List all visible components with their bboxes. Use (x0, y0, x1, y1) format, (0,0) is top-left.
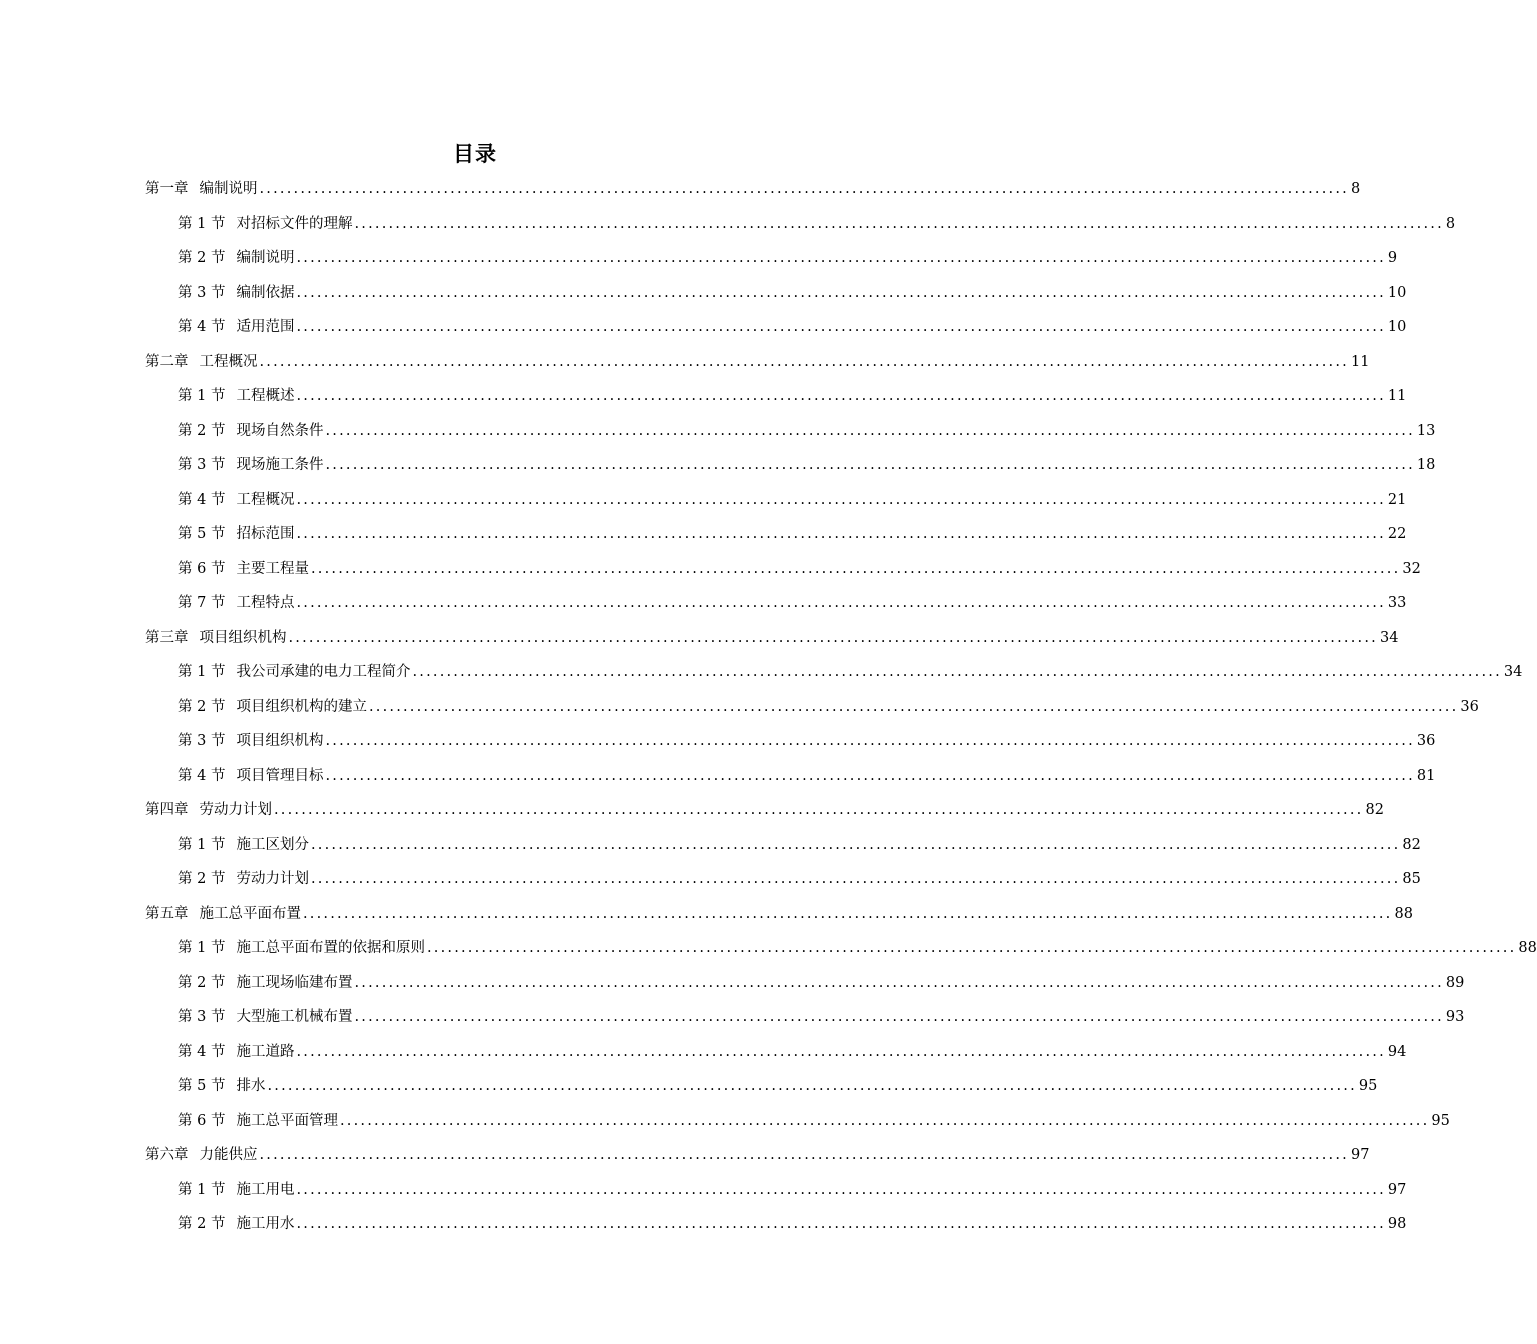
toc-entry-title: 施工现场临建布置 (236, 974, 353, 991)
toc-dot-leader: ................................................................................................................................................................ (354, 1009, 1444, 1025)
toc-entry-title: 我公司承建的电力工程简介 (236, 664, 411, 680)
toc-entry-page-number: 85 (1402, 871, 1421, 887)
toc-entry-page-number: 22 (1387, 526, 1407, 542)
toc-entry-number: 第 2 节 (178, 698, 226, 715)
toc-chapter-entry[interactable] (145, 175, 1361, 210)
toc-entry-title: 工程概况 (236, 491, 295, 508)
toc-entry-page-number: 97 (1387, 1181, 1407, 1198)
toc-entry-title: 力能供应 (199, 1147, 258, 1163)
toc-entry-title: 劳动力计划 (199, 802, 272, 818)
toc-entry-title: 项目组织机构 (199, 629, 287, 646)
toc-entry-title: 劳动力计划 (236, 871, 309, 887)
toc-entry-page-number: 34 (1379, 629, 1399, 646)
toc-section-entry[interactable] (145, 313, 1407, 348)
toc-entry-number: 第四章 (145, 802, 189, 818)
toc-entry-page-number: 9 (1387, 250, 1398, 266)
toc-chapter-entry[interactable] (145, 900, 1413, 935)
toc-dot-leader: ................................................................................................................................................................ (310, 836, 1401, 853)
toc-dot-leader: ................................................................................................................................................................ (325, 457, 1415, 473)
toc-title: 目录 (453, 142, 497, 166)
toc-dot-leader: ................................................................................................................................................................ (426, 940, 1517, 956)
toc-entry-page-number: 11 (1387, 388, 1407, 404)
toc-entry-number: 第六章 (145, 1147, 189, 1163)
toc-entry-number: 第 1 节 (178, 664, 226, 680)
toc-entry-title: 现场自然条件 (236, 422, 324, 439)
toc-dot-leader: ................................................................................................................................................................ (296, 388, 1386, 404)
toc-dot-leader: ................................................................................................................................................................ (296, 319, 1386, 335)
toc-section-entry[interactable] (145, 589, 1407, 624)
toc-dot-leader: ................................................................................................................................................................ (310, 560, 1401, 577)
toc-entry-title: 编制依据 (236, 284, 295, 301)
toc-entry-number: 第 4 节 (178, 1043, 226, 1060)
toc-dot-leader: ................................................................................................................................................................ (339, 1112, 1430, 1129)
toc-entry-number: 第 1 节 (178, 836, 226, 853)
toc-entry-number: 第 4 节 (178, 767, 226, 784)
toc-entry-title: 工程概述 (236, 388, 295, 404)
toc-section-entry[interactable] (145, 934, 1537, 969)
toc-dot-leader: ................................................................................................................................................................ (296, 1043, 1386, 1060)
toc-section-entry[interactable] (145, 865, 1421, 900)
toc-section-entry[interactable] (145, 658, 1523, 693)
toc-entry-page-number: 95 (1358, 1078, 1378, 1094)
toc-entry-number: 第 3 节 (178, 1009, 226, 1025)
toc-entry-number: 第 2 节 (178, 250, 226, 266)
toc-entry-page-number: 89 (1445, 974, 1465, 991)
toc-entry-number: 第 1 节 (178, 940, 226, 956)
toc-entry-page-number: 10 (1387, 284, 1407, 301)
toc-dot-leader: ................................................................................................................................................................ (259, 1147, 1349, 1163)
toc-entry-number: 第三章 (145, 629, 189, 646)
toc-entry-number: 第 1 节 (178, 388, 226, 404)
toc-dot-leader: ................................................................................................................................................................ (259, 181, 1349, 197)
toc-entry-page-number: 13 (1416, 422, 1436, 439)
toc-dot-leader: ................................................................................................................................................................ (274, 802, 1364, 818)
toc-section-entry[interactable] (145, 555, 1421, 590)
toc-entry-page-number: 11 (1350, 353, 1370, 370)
toc-entry-page-number: 95 (1431, 1112, 1450, 1129)
toc-dot-leader: ................................................................................................................................................................ (259, 353, 1349, 370)
toc-entry-number: 第 2 节 (178, 871, 226, 887)
toc-entry-number: 第 3 节 (178, 457, 226, 473)
toc-dot-leader: ................................................................................................................................................................ (325, 733, 1415, 749)
toc-entry-title: 工程概况 (199, 353, 258, 370)
toc-entry-number: 第 5 节 (178, 1078, 226, 1094)
toc-entry-number: 第 5 节 (178, 526, 226, 542)
toc-entry-title: 主要工程量 (236, 560, 309, 577)
toc-entry-page-number: 97 (1350, 1147, 1370, 1163)
toc-dot-leader: ................................................................................................................................................................ (296, 1216, 1386, 1232)
toc-entry-page-number: 93 (1445, 1009, 1465, 1025)
toc-dot-leader: ................................................................................................................................................................ (303, 905, 1393, 922)
toc-entry-title: 现场施工条件 (236, 457, 324, 473)
toc-dot-leader: ................................................................................................................................................................ (354, 974, 1444, 991)
toc-section-entry[interactable] (145, 969, 1465, 1004)
toc-section-entry[interactable] (145, 486, 1407, 521)
toc-section-entry[interactable] (145, 451, 1436, 486)
toc-entry-page-number: 18 (1416, 457, 1436, 473)
toc-chapter-entry[interactable] (145, 348, 1370, 383)
toc-chapter-entry[interactable] (145, 796, 1384, 831)
toc-section-entry[interactable] (145, 244, 1398, 279)
toc-section-entry[interactable] (145, 831, 1421, 866)
toc-entry-number: 第 7 节 (178, 595, 226, 611)
toc-entry-page-number: 8 (1445, 215, 1456, 232)
toc-entry-number: 第二章 (145, 353, 189, 370)
toc-entry-page-number: 36 (1416, 733, 1436, 749)
toc-entry-title: 施工总平面管理 (236, 1112, 338, 1129)
toc-chapter-entry[interactable] (145, 624, 1399, 659)
toc-entry-page-number: 94 (1387, 1043, 1407, 1060)
toc-entry-title: 招标范围 (236, 526, 295, 542)
toc-section-entry[interactable] (145, 1107, 1450, 1142)
toc-dot-leader: ................................................................................................................................................................ (296, 526, 1386, 542)
toc-entry-title: 项目组织机构的建立 (236, 698, 367, 715)
toc-entry-number: 第 4 节 (178, 491, 226, 508)
toc-entry-title: 对招标文件的理解 (236, 215, 353, 232)
toc-entry-number: 第 6 节 (178, 1112, 226, 1129)
toc-entry-title: 施工道路 (236, 1043, 295, 1060)
toc-section-entry[interactable] (145, 1003, 1465, 1038)
toc-chapter-entry[interactable] (145, 1141, 1370, 1176)
toc-entry-page-number: 36 (1460, 698, 1479, 715)
toc-dot-leader: ................................................................................................................................................................ (325, 422, 1415, 439)
toc-section-entry[interactable] (145, 1176, 1407, 1211)
toc-entry-number: 第 1 节 (178, 215, 226, 232)
toc-section-entry[interactable] (145, 693, 1479, 728)
toc-dot-leader: ................................................................................................................................................................ (296, 491, 1386, 508)
toc-entry-title: 编制说明 (236, 250, 295, 266)
toc-entry-title: 施工用电 (236, 1181, 295, 1198)
toc-entry-number: 第 6 节 (178, 560, 226, 577)
toc-entry-page-number: 81 (1416, 767, 1436, 784)
toc-section-entry[interactable] (145, 762, 1436, 797)
toc-entry-title: 大型施工机械布置 (236, 1009, 353, 1025)
toc-entry-page-number: 10 (1387, 319, 1407, 335)
toc-entry-number: 第 3 节 (178, 733, 226, 749)
toc-entry-title: 排水 (236, 1078, 266, 1094)
toc-entry-page-number: 34 (1503, 664, 1523, 680)
toc-entry-number: 第 4 节 (178, 319, 226, 335)
toc-section-entry[interactable] (145, 520, 1407, 555)
toc-dot-leader: ................................................................................................................................................................ (310, 871, 1401, 887)
toc-dot-leader: ................................................................................................................................................................ (267, 1078, 1357, 1094)
toc-entry-page-number: 32 (1402, 560, 1421, 577)
toc-dot-leader: ................................................................................................................................................................ (354, 215, 1444, 232)
toc-entry-title: 施工用水 (236, 1216, 295, 1232)
toc-section-entry[interactable] (145, 417, 1436, 452)
toc-entry-page-number: 21 (1387, 491, 1407, 508)
toc-section-entry[interactable] (145, 382, 1407, 417)
toc-section-entry[interactable] (145, 279, 1407, 314)
toc-section-entry[interactable] (145, 1038, 1407, 1073)
toc-entry-title: 项目管理目标 (236, 767, 324, 784)
toc-dot-leader: ................................................................................................................................................................ (296, 595, 1386, 611)
toc-section-entry[interactable] (145, 210, 1456, 245)
toc-entry-page-number: 82 (1402, 836, 1421, 853)
toc-entry-title: 项目组织机构 (236, 733, 324, 749)
toc-entry-number: 第 2 节 (178, 1216, 226, 1232)
table-of-contents (145, 175, 1537, 1245)
toc-entry-page-number: 88 (1518, 940, 1537, 956)
toc-entry-number: 第五章 (145, 905, 189, 922)
toc-entry-number: 第 3 节 (178, 284, 226, 301)
toc-entry-title: 编制说明 (199, 181, 258, 197)
toc-dot-leader: ................................................................................................................................................................ (412, 664, 1502, 680)
toc-dot-leader: ................................................................................................................................................................ (325, 767, 1415, 784)
toc-entry-title: 施工区划分 (236, 836, 309, 853)
toc-entry-page-number: 33 (1387, 595, 1407, 611)
toc-dot-leader: ................................................................................................................................................................ (288, 629, 1378, 646)
toc-section-entry[interactable] (145, 727, 1436, 762)
toc-entry-page-number: 88 (1394, 905, 1413, 922)
toc-entry-title: 适用范围 (236, 319, 295, 335)
toc-entry-page-number: 8 (1350, 181, 1361, 197)
toc-section-entry[interactable] (145, 1072, 1378, 1107)
toc-entry-page-number: 82 (1365, 802, 1384, 818)
toc-dot-leader: ................................................................................................................................................................ (296, 1181, 1386, 1198)
toc-entry-title: 施工总平面布置 (199, 905, 301, 922)
toc-dot-leader: ................................................................................................................................................................ (296, 284, 1386, 301)
toc-section-entry[interactable] (145, 1210, 1407, 1245)
toc-entry-page-number: 98 (1387, 1216, 1407, 1232)
toc-entry-number: 第 2 节 (178, 422, 226, 439)
toc-entry-number: 第 1 节 (178, 1181, 226, 1198)
toc-entry-title: 工程特点 (236, 595, 295, 611)
toc-dot-leader: ................................................................................................................................................................ (296, 250, 1386, 266)
toc-dot-leader: ................................................................................................................................................................ (368, 698, 1459, 715)
toc-entry-title: 施工总平面布置的依据和原则 (236, 940, 425, 956)
toc-entry-number: 第 2 节 (178, 974, 226, 991)
toc-entry-number: 第一章 (145, 181, 189, 197)
